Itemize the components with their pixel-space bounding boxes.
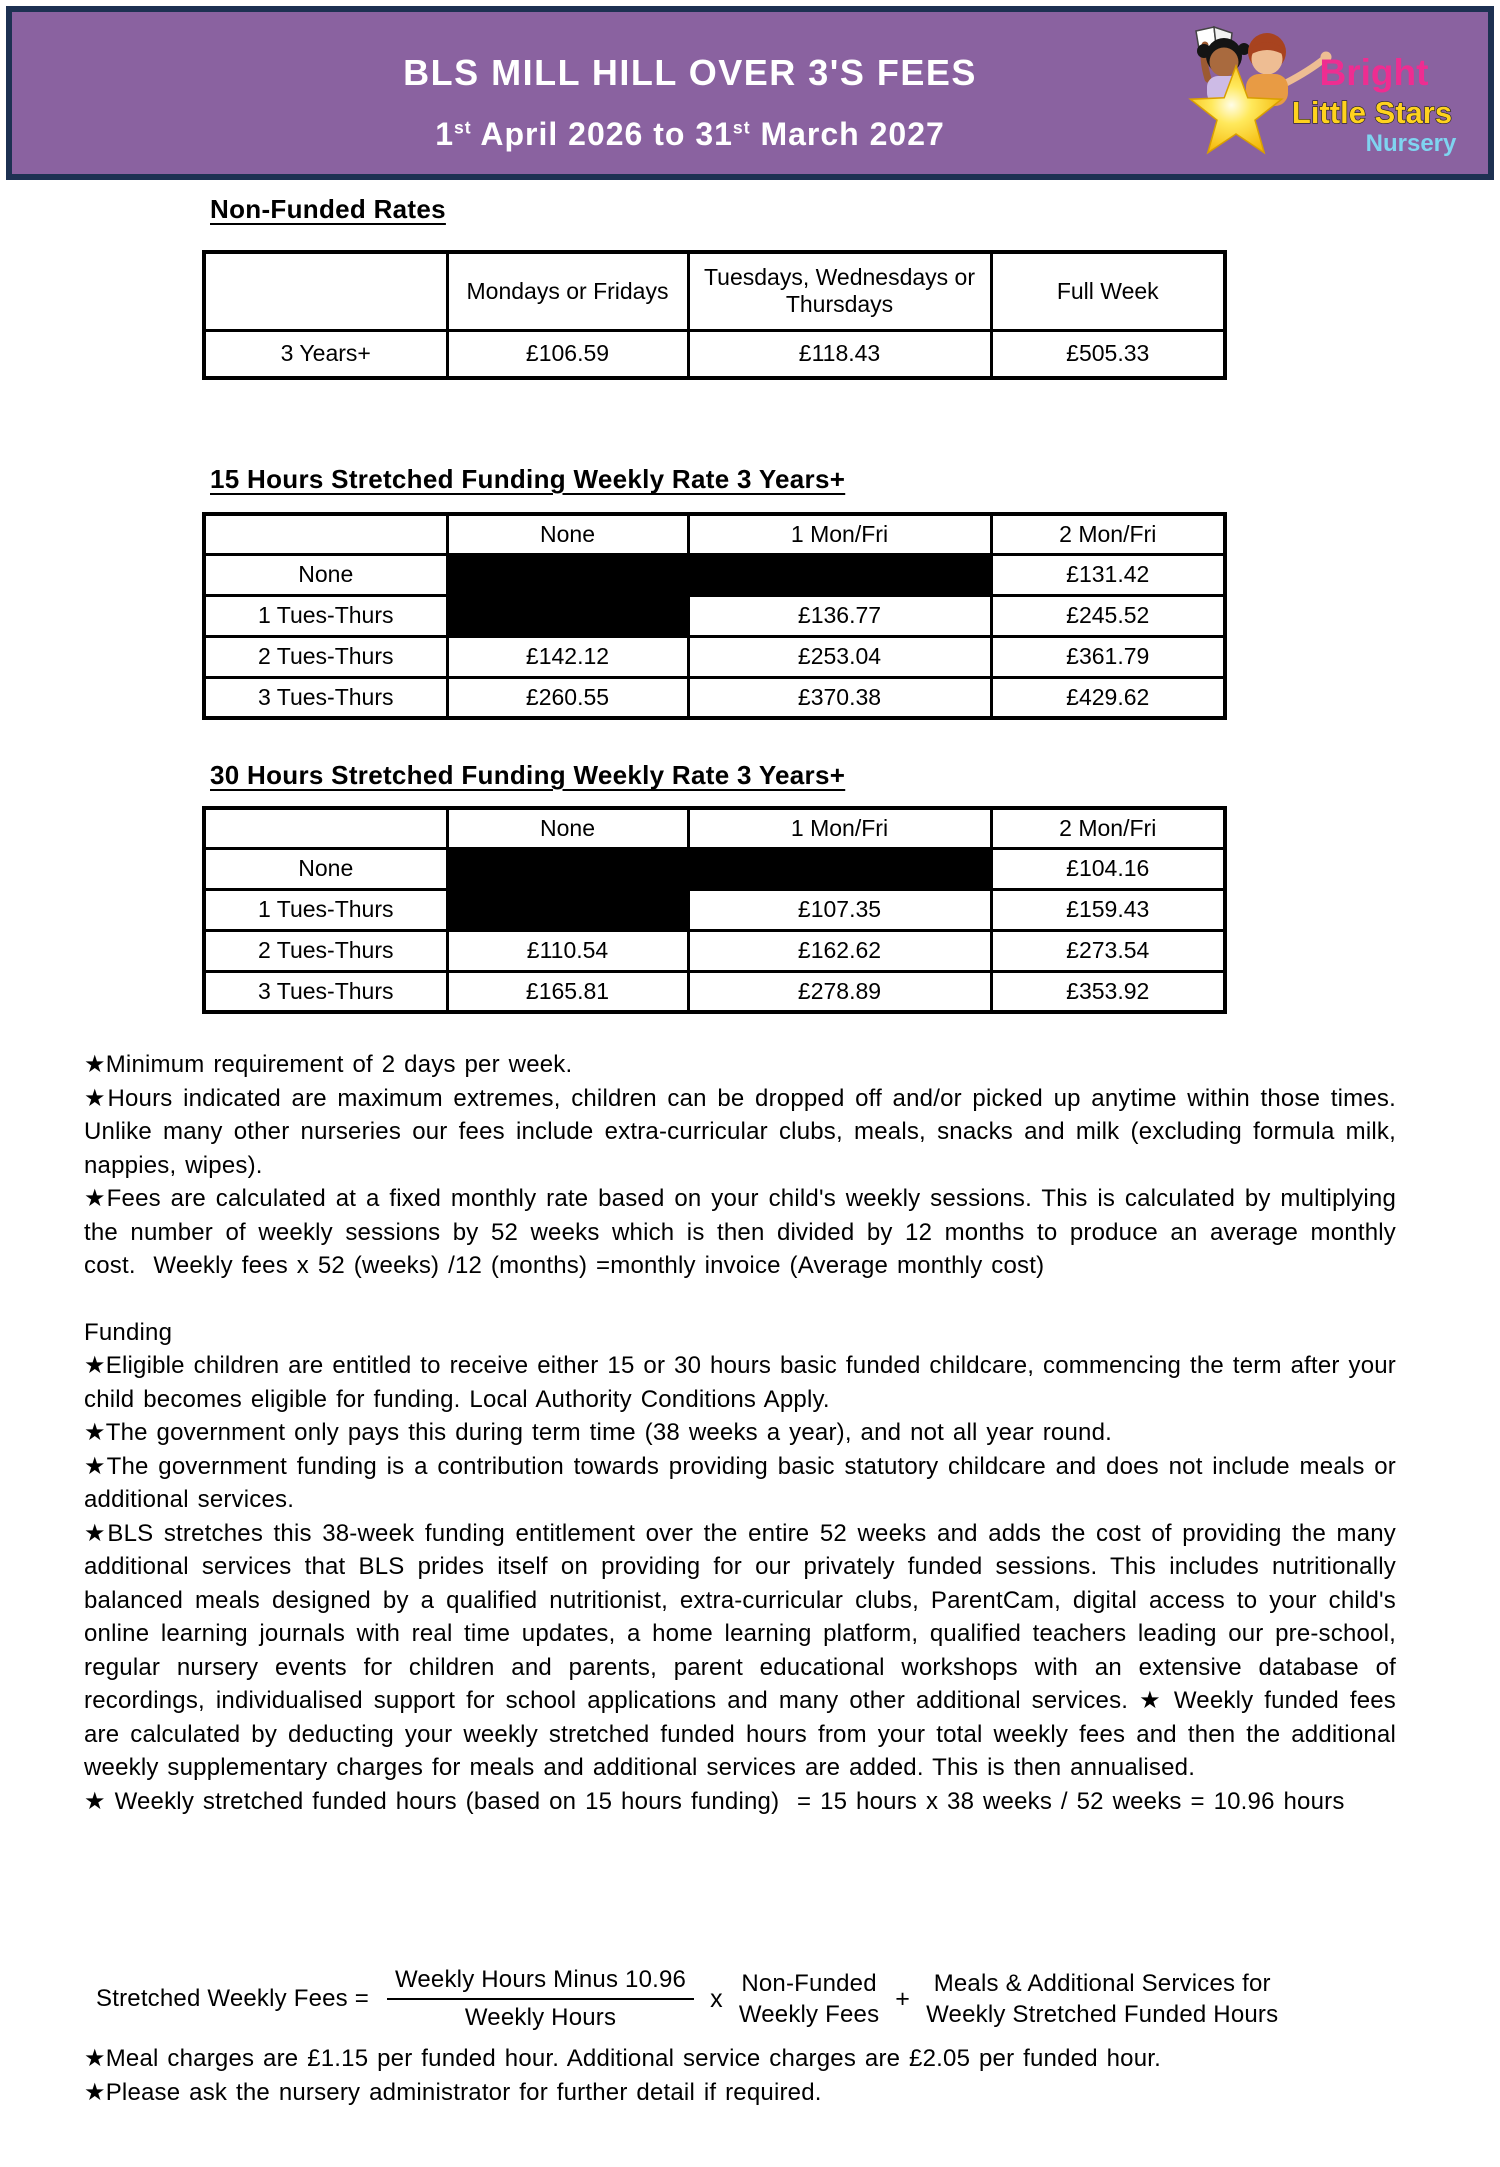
fee-cell: £429.62 bbox=[991, 677, 1225, 718]
fee-cell: £162.62 bbox=[688, 930, 991, 971]
fee-cell: £278.89 bbox=[688, 971, 991, 1012]
formula-term-line: Weekly Stretched Funded Hours bbox=[926, 2001, 1279, 2028]
row-label: None bbox=[204, 554, 447, 595]
fee-cell: £142.12 bbox=[447, 636, 688, 677]
blacked-out-cell bbox=[447, 848, 688, 889]
section-heading-30-hours: 30 Hours Stretched Funding Weekly Rate 3 Years+ bbox=[210, 760, 846, 790]
table-corner-cell bbox=[204, 808, 447, 848]
column-header: 2 Mon/Fri bbox=[991, 808, 1225, 848]
table-corner-cell bbox=[204, 514, 447, 554]
funding-paragraph: ★The government only pays this during term time (38 weeks a year), and not all year round. bbox=[84, 1419, 1112, 1446]
fee-cell: £165.81 bbox=[447, 971, 688, 1012]
fee-cell: £136.77 bbox=[688, 595, 991, 636]
thirty-hours-table bbox=[202, 806, 1227, 1014]
fee-cell: £370.38 bbox=[688, 677, 991, 718]
fee-cell: £353.92 bbox=[991, 971, 1225, 1012]
fee-cell: £260.55 bbox=[447, 677, 688, 718]
date-superscript: st bbox=[732, 117, 751, 138]
row-label: None bbox=[204, 848, 447, 889]
table-row bbox=[204, 677, 1225, 718]
fee-cell: £253.04 bbox=[688, 636, 991, 677]
table-row bbox=[204, 848, 1225, 889]
date-superscript: st bbox=[454, 117, 472, 138]
fee-cell: £245.52 bbox=[991, 595, 1225, 636]
table-row bbox=[204, 554, 1225, 595]
note-paragraph: ★Fees are calculated at a fixed monthly rate based on your child's weekly sessions. This is calculated by multiplying the number of weekly sessions by 52 weeks which is then divided by 12 months to produce an average monthly cost. Weekly fees x 52 (weeks) /12 (months) =monthly invoice (Average monthly cost) bbox=[84, 1185, 1396, 1279]
column-header: Mondays or Fridays bbox=[447, 252, 688, 330]
table-row bbox=[204, 636, 1225, 677]
date-part: March 2027 bbox=[750, 116, 945, 152]
fee-cell: £273.54 bbox=[991, 930, 1225, 971]
row-label: 1 Tues-Thurs bbox=[204, 595, 447, 636]
body-text bbox=[84, 1048, 1396, 1818]
bottom-notes bbox=[84, 2042, 1396, 2109]
table-row bbox=[204, 930, 1225, 971]
formula-term-non-funded bbox=[739, 1968, 879, 2030]
row-label: 3 Years+ bbox=[204, 330, 447, 378]
note-paragraph: ★Meal charges are £1.15 per funded hour. Additional service charges are £2.05 per funded hour. bbox=[84, 2045, 1161, 2072]
table-corner-cell bbox=[204, 252, 447, 330]
fee-cell: £131.42 bbox=[991, 554, 1225, 595]
fee-cell: £106.59 bbox=[447, 330, 688, 378]
formula-term-line: Meals & Additional Services for bbox=[933, 1970, 1271, 1997]
section-heading-non-funded: Non-Funded Rates bbox=[210, 194, 446, 224]
column-header: 1 Mon/Fri bbox=[688, 514, 991, 554]
date-part: April 2026 to 31 bbox=[471, 116, 733, 152]
column-header: Tuesdays, Wednesdays or Thursdays bbox=[688, 252, 991, 330]
column-header: None bbox=[447, 808, 688, 848]
column-header: 2 Mon/Fri bbox=[991, 514, 1225, 554]
table-row bbox=[204, 971, 1225, 1012]
table-row bbox=[204, 595, 1225, 636]
stretched-fees-formula bbox=[96, 1966, 1286, 2032]
formula-term-line: Non-Funded bbox=[741, 1970, 877, 1997]
row-label: 3 Tues-Thurs bbox=[204, 971, 447, 1012]
funding-paragraph: ★Eligible children are entitled to receive either 15 or 30 hours basic funded childcare, commencing the term after your child becomes eligible for funding. Local Authority Conditions Apply. bbox=[84, 1352, 1396, 1413]
blacked-out-cell bbox=[688, 848, 991, 889]
funding-paragraph: ★BLS stretches this 38-week funding entitlement over the entire 52 weeks and adds the cost of providing the many additional services that BLS prides itself on providing for our privately funded sessions. This includes nutritionally balanced meals designed by a qualified nutritionist, extra-curricular clubs, ParentCam, digital access to your child's online learning journals with real time updates, a home learning platform, qualified teachers leading our pre-school, regular nursery events for children and parents, parent educational workshops with an extensive database of recordings, individualised support for school applications and many other additional services. ★ Weekly funded fees are calculated by deducting your weekly stretched funded hours from your total weekly fees and then the additional weekly supplementary charges for meals and additional services are added. This is then annualised. bbox=[84, 1519, 1396, 1781]
blacked-out-cell bbox=[447, 595, 688, 636]
formula-fraction bbox=[387, 1966, 694, 2032]
plus-sign: + bbox=[895, 1984, 911, 2013]
multiply-sign: x bbox=[710, 1984, 723, 2013]
row-label: 3 Tues-Thurs bbox=[204, 677, 447, 718]
column-header: Full Week bbox=[991, 252, 1225, 330]
column-header: None bbox=[447, 514, 688, 554]
note-paragraph: ★Hours indicated are maximum extremes, children can be dropped off and/or picked up anytime within those times. Unlike many other nurseries our fees include extra-curricular clubs, meals, snacks and milk (excluding formula milk, nappies, wipes). bbox=[84, 1084, 1396, 1179]
fee-cell: £118.43 bbox=[688, 330, 991, 378]
logo-word-nursery: Nursery bbox=[1365, 130, 1457, 157]
formula-denominator: Weekly Hours bbox=[464, 2004, 617, 2031]
table-row bbox=[204, 889, 1225, 930]
column-header: 1 Mon/Fri bbox=[688, 808, 991, 848]
formula-lhs: Stretched Weekly Fees = bbox=[96, 1985, 369, 2012]
fee-cell: £107.35 bbox=[688, 889, 991, 930]
fee-cell: £505.33 bbox=[991, 330, 1225, 378]
row-label: 1 Tues-Thurs bbox=[204, 889, 447, 930]
blacked-out-cell bbox=[447, 554, 688, 595]
formula-term-meals bbox=[926, 1968, 1278, 2030]
note-paragraph: ★Minimum requirement of 2 days per week. bbox=[84, 1051, 573, 1078]
funding-paragraph: ★ Weekly stretched funded hours (based on 15 hours funding) = 15 hours x 38 weeks / 52 weeks = 10.96 hours bbox=[84, 1787, 1345, 1815]
logo-word-bright: Bright bbox=[1319, 52, 1429, 93]
row-label: 2 Tues-Thurs bbox=[204, 636, 447, 677]
fee-cell: £104.16 bbox=[991, 848, 1225, 889]
date-range bbox=[12, 116, 1368, 153]
nursery-logo bbox=[1174, 18, 1474, 170]
table-row bbox=[204, 330, 1225, 378]
fee-cell: £110.54 bbox=[447, 930, 688, 971]
funding-heading: Funding bbox=[84, 1318, 173, 1346]
non-funded-rates-table bbox=[202, 250, 1227, 380]
section-heading-15-hours: 15 Hours Stretched Funding Weekly Rate 3 Years+ bbox=[210, 464, 846, 494]
blacked-out-cell bbox=[688, 554, 991, 595]
fee-cell: £159.43 bbox=[991, 889, 1225, 930]
formula-term-line: Weekly Fees bbox=[738, 2001, 880, 2028]
note-paragraph: ★Please ask the nursery administrator for further detail if required. bbox=[84, 2078, 822, 2106]
header-banner bbox=[6, 6, 1494, 180]
formula-numerator: Weekly Hours Minus 10.96 bbox=[387, 1966, 694, 2000]
date-part: 1 bbox=[435, 116, 454, 152]
funding-paragraph: ★The government funding is a contribution towards providing basic statutory childcare and does not include meals or additional services. bbox=[84, 1452, 1396, 1513]
fee-cell: £361.79 bbox=[991, 636, 1225, 677]
page-title: BLS MILL HILL OVER 3'S FEES bbox=[403, 52, 977, 93]
fifteen-hours-table bbox=[202, 512, 1227, 720]
logo-word-little-stars: Little Stars bbox=[1291, 95, 1453, 130]
row-label: 2 Tues-Thurs bbox=[204, 930, 447, 971]
blacked-out-cell bbox=[447, 889, 688, 930]
